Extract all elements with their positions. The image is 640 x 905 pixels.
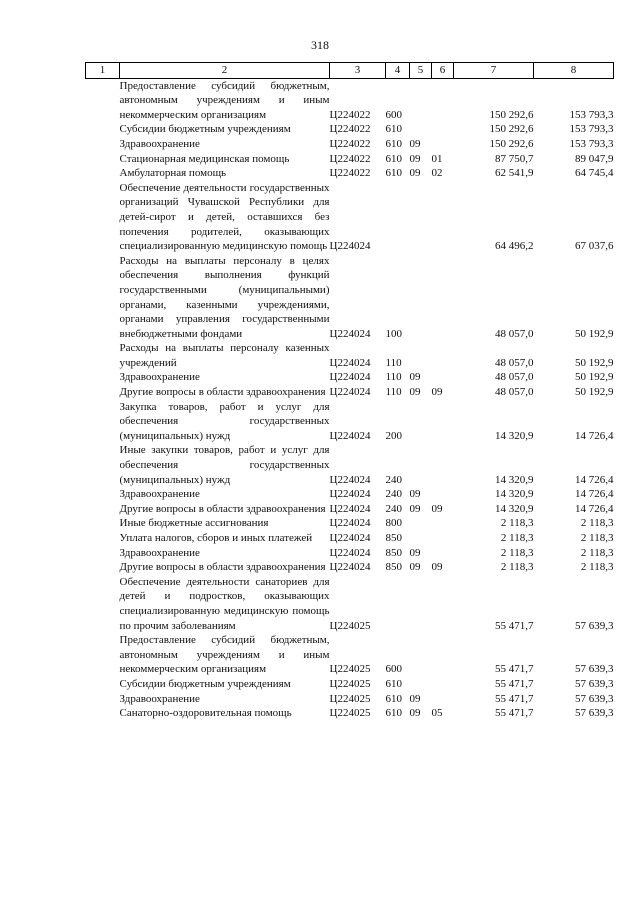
row-amount-year1: 14 320,9 <box>495 502 534 515</box>
row-amount-year2: 14 726,4 <box>575 502 614 515</box>
row-description: Амбулаторная помощь <box>119 167 227 180</box>
row-amount-year1: 48 057,0 <box>495 386 534 399</box>
row-subsection <box>432 341 454 370</box>
row-section <box>410 516 432 531</box>
row-subsection: 09 <box>431 386 443 399</box>
row-description: Уплата налогов, сборов и иных платежей <box>119 532 313 544</box>
row-amount-year1: 55 471,7 <box>495 692 534 705</box>
row-amount-year2: 153 793,3 <box>569 137 614 150</box>
row-expense-type: 610 <box>385 167 402 180</box>
row-amount-year2: 64 745,4 <box>575 167 614 180</box>
row-index-cell <box>86 677 120 692</box>
table-row <box>86 706 614 721</box>
row-section: 09 <box>409 707 421 720</box>
row-expense-type: 110 <box>385 386 402 399</box>
row-amount-year2: 14 726,4 <box>575 429 614 442</box>
row-section: 09 <box>409 502 421 515</box>
row-target-code: Ц224025 <box>329 663 371 676</box>
column-header: 2 <box>120 63 330 79</box>
row-section <box>410 575 432 633</box>
row-amount-year2: 57 639,3 <box>575 692 614 705</box>
row-amount-year1: 2 118,3 <box>500 546 534 559</box>
row-section <box>410 677 432 692</box>
row-subsection <box>432 122 454 137</box>
table-row <box>86 692 614 707</box>
table-row <box>86 385 614 400</box>
row-subsection <box>432 575 454 633</box>
row-expense-type: 610 <box>385 152 402 165</box>
table-row <box>86 575 614 633</box>
row-description: Предоставление субсидий бюджетным, автономным учреждениям и иным некоммерческим организациям <box>119 634 330 676</box>
row-index-cell <box>86 692 120 707</box>
row-target-code: Ц224024 <box>329 561 371 574</box>
row-amount-year2: 67 037,6 <box>575 240 614 253</box>
table-row <box>86 531 614 546</box>
row-section: 09 <box>409 371 421 384</box>
row-index-cell <box>86 122 120 137</box>
row-amount-year2: 57 639,3 <box>575 677 614 690</box>
row-amount-year1: 64 496,2 <box>495 240 534 253</box>
table-row <box>86 502 614 517</box>
row-description: Субсидии бюджетным учреждениям <box>119 677 291 690</box>
row-target-code: Ц224024 <box>329 488 371 501</box>
row-description: Здравоохранение <box>119 488 200 501</box>
row-amount-year2: 153 793,3 <box>569 123 614 136</box>
row-amount-year2: 2 118,3 <box>580 546 614 559</box>
row-expense-type: 850 <box>385 561 402 574</box>
row-description: Здравоохранение <box>119 137 200 150</box>
row-expense-type: 240 <box>385 473 402 486</box>
row-amount-year2: 57 639,3 <box>575 663 614 676</box>
table-row <box>86 546 614 561</box>
row-section <box>410 443 432 487</box>
row-section: 09 <box>409 692 421 705</box>
table-row <box>86 516 614 531</box>
budget-table <box>85 62 614 721</box>
row-section: 09 <box>409 152 421 165</box>
row-index-cell <box>86 487 120 502</box>
row-amount-year2: 14 726,4 <box>575 488 614 501</box>
column-header: 3 <box>330 63 386 79</box>
row-expense-type: 100 <box>385 327 402 340</box>
row-description: Субсидии бюджетным учреждениям <box>119 123 291 136</box>
row-subsection <box>432 370 454 385</box>
table-row <box>86 443 614 487</box>
row-expense-type: 610 <box>385 707 402 720</box>
row-subsection <box>432 443 454 487</box>
table-row <box>86 341 614 370</box>
row-target-code: Ц224024 <box>329 546 371 559</box>
table-row <box>86 370 614 385</box>
table-row <box>86 152 614 167</box>
table-row <box>86 400 614 444</box>
row-subsection <box>432 692 454 707</box>
row-amount-year1: 14 320,9 <box>495 488 534 501</box>
row-description: Обеспечение деятельности санаториев для детей и подростков, оказывающих специализированную медицинскую помощь по прочим заболеваниям <box>119 575 330 632</box>
row-amount-year1: 2 118,3 <box>500 517 534 530</box>
row-description: Расходы на выплаты персоналу в целях обеспечения выполнения функций государственными (муниципальными) органами, казенными учреждениями, органами управления государственными внебюджетными фондами <box>119 254 330 340</box>
table-row <box>86 166 614 181</box>
column-header: 7 <box>454 63 534 79</box>
row-subsection <box>432 487 454 502</box>
row-description: Обеспечение деятельности государственных организаций Чувашской Республики для детей-сирот и детей, оставшихся без попечения родителей, оказывающих специализированную медицинскую помощь <box>119 181 330 253</box>
row-section: 09 <box>409 386 421 399</box>
row-section <box>410 78 432 122</box>
row-subsection <box>432 137 454 152</box>
row-amount-year1: 14 320,9 <box>495 473 534 486</box>
row-subsection: 09 <box>431 561 443 574</box>
row-target-code: Ц224024 <box>329 473 371 486</box>
row-target-code: Ц224024 <box>329 371 371 384</box>
column-header: 5 <box>410 63 432 79</box>
row-expense-type: 850 <box>385 532 402 544</box>
row-section <box>410 341 432 370</box>
table-row <box>86 487 614 502</box>
row-index-cell <box>86 560 120 575</box>
row-expense-type: 600 <box>385 663 402 676</box>
row-expense-type <box>386 575 410 633</box>
row-amount-year2: 14 726,4 <box>575 473 614 486</box>
row-target-code: Ц224025 <box>329 692 371 705</box>
row-amount-year2: 57 639,3 <box>575 707 614 720</box>
row-amount-year2: 50 192,9 <box>575 327 614 340</box>
row-amount-year2: 2 118,3 <box>580 517 614 530</box>
row-expense-type: 610 <box>385 137 402 150</box>
row-subsection <box>432 400 454 444</box>
row-expense-type: 240 <box>385 502 402 515</box>
row-amount-year1: 62 541,9 <box>495 167 534 180</box>
row-subsection: 01 <box>431 152 443 165</box>
row-amount-year2: 50 192,9 <box>575 371 614 384</box>
row-amount-year1: 150 292,6 <box>489 108 534 121</box>
row-amount-year2: 2 118,3 <box>580 532 614 544</box>
row-expense-type: 610 <box>385 123 402 136</box>
row-target-code: Ц224025 <box>329 677 371 690</box>
row-section <box>410 181 432 254</box>
row-amount-year1: 48 057,0 <box>495 356 534 369</box>
row-subsection <box>432 516 454 531</box>
row-amount-year1: 55 471,7 <box>495 663 534 676</box>
row-description: Иные бюджетные ассигнования <box>119 517 269 530</box>
row-amount-year2: 2 118,3 <box>580 561 614 574</box>
row-amount-year1: 55 471,7 <box>495 677 534 690</box>
header-row <box>86 63 614 79</box>
row-target-code: Ц224024 <box>329 327 371 340</box>
table-row <box>86 560 614 575</box>
row-index-cell <box>86 341 120 370</box>
row-expense-type <box>386 181 410 254</box>
column-header: 1 <box>86 63 120 79</box>
row-amount-year2: 89 047,9 <box>575 152 614 165</box>
page-number: 318 <box>311 38 329 52</box>
row-index-cell <box>86 502 120 517</box>
row-index-cell <box>86 443 120 487</box>
row-subsection: 09 <box>431 502 443 515</box>
row-section: 09 <box>409 561 421 574</box>
row-section: 09 <box>409 488 421 501</box>
row-target-code: Ц224022 <box>329 137 371 150</box>
row-index-cell <box>86 706 120 721</box>
row-amount-year1: 2 118,3 <box>500 532 534 544</box>
row-index-cell <box>86 575 120 633</box>
column-header: 4 <box>386 63 410 79</box>
row-subsection <box>432 254 454 342</box>
table-body <box>86 78 614 721</box>
row-index-cell <box>86 166 120 181</box>
row-description: Стационарная медицинская помощь <box>119 152 290 165</box>
row-expense-type: 610 <box>385 677 402 690</box>
row-amount-year1: 55 471,7 <box>495 707 534 720</box>
row-target-code: Ц224025 <box>329 619 371 632</box>
table-row <box>86 78 614 122</box>
table-row <box>86 254 614 342</box>
row-index-cell <box>86 254 120 342</box>
row-amount-year1: 2 118,3 <box>500 561 534 574</box>
row-expense-type: 610 <box>385 692 402 705</box>
row-expense-type: 850 <box>385 546 402 559</box>
row-subsection <box>432 633 454 677</box>
row-section <box>410 254 432 342</box>
row-index-cell <box>86 516 120 531</box>
row-amount-year1: 150 292,6 <box>489 123 534 136</box>
row-index-cell <box>86 78 120 122</box>
row-subsection <box>432 531 454 546</box>
row-index-cell <box>86 633 120 677</box>
row-index-cell <box>86 531 120 546</box>
row-target-code: Ц224024 <box>329 429 371 442</box>
row-section <box>410 400 432 444</box>
row-section <box>410 531 432 546</box>
row-description: Расходы на выплаты персоналу казенных учреждений <box>119 342 330 369</box>
row-target-code: Ц224025 <box>329 707 371 720</box>
row-amount-year1: 48 057,0 <box>495 371 534 384</box>
row-target-code: Ц224024 <box>329 356 371 369</box>
row-index-cell <box>86 137 120 152</box>
row-subsection: 02 <box>431 167 443 180</box>
column-header: 8 <box>534 63 614 79</box>
row-target-code: Ц224024 <box>329 517 371 530</box>
row-description: Иные закупки товаров, работ и услуг для обеспечения государственных (муниципальных) нужд <box>119 444 330 486</box>
row-description: Закупка товаров, работ и услуг для обеспечения государственных (муниципальных) нужд <box>119 400 330 442</box>
row-section: 09 <box>409 546 421 559</box>
row-expense-type: 200 <box>385 429 402 442</box>
row-amount-year2: 50 192,9 <box>575 386 614 399</box>
row-amount-year2: 153 793,3 <box>569 108 614 121</box>
row-section: 09 <box>409 137 421 150</box>
row-index-cell <box>86 152 120 167</box>
row-index-cell <box>86 546 120 561</box>
row-section: 09 <box>409 167 421 180</box>
column-header: 6 <box>432 63 454 79</box>
row-amount-year2: 57 639,3 <box>575 619 614 632</box>
row-expense-type: 800 <box>385 517 402 530</box>
row-description: Предоставление субсидий бюджетным, автономным учреждениям и иным некоммерческим организациям <box>119 79 330 121</box>
row-description: Другие вопросы в области здравоохранения <box>119 386 326 399</box>
row-description: Здравоохранение <box>119 692 200 705</box>
row-amount-year2: 50 192,9 <box>575 356 614 369</box>
table-row <box>86 677 614 692</box>
row-target-code: Ц224022 <box>329 167 371 180</box>
row-index-cell <box>86 370 120 385</box>
row-target-code: Ц224024 <box>329 240 371 253</box>
row-expense-type: 110 <box>385 371 402 384</box>
table-row <box>86 633 614 677</box>
row-target-code: Ц224022 <box>329 152 371 165</box>
row-section <box>410 633 432 677</box>
row-section <box>410 122 432 137</box>
row-description: Здравоохранение <box>119 371 200 384</box>
row-expense-type: 240 <box>385 488 402 501</box>
row-description: Другие вопросы в области здравоохранения <box>119 561 326 574</box>
row-expense-type: 110 <box>385 356 402 369</box>
row-subsection <box>432 677 454 692</box>
row-subsection <box>432 78 454 122</box>
row-description: Здравоохранение <box>119 546 200 559</box>
row-subsection <box>432 181 454 254</box>
row-expense-type: 600 <box>385 108 402 121</box>
row-amount-year1: 150 292,6 <box>489 137 534 150</box>
row-target-code: Ц224022 <box>329 123 371 136</box>
row-target-code: Ц224022 <box>329 108 371 121</box>
row-index-cell <box>86 385 120 400</box>
row-amount-year1: 87 750,7 <box>495 152 534 165</box>
table-row <box>86 122 614 137</box>
row-amount-year1: 48 057,0 <box>495 327 534 340</box>
table-row <box>86 137 614 152</box>
row-subsection <box>432 546 454 561</box>
row-amount-year1: 14 320,9 <box>495 429 534 442</box>
row-index-cell <box>86 400 120 444</box>
row-target-code: Ц224024 <box>329 532 371 544</box>
table-row <box>86 181 614 254</box>
row-amount-year1: 55 471,7 <box>495 619 534 632</box>
row-description: Санаторно-оздоровительная помощь <box>119 707 292 720</box>
row-index-cell <box>86 181 120 254</box>
row-description: Другие вопросы в области здравоохранения <box>119 502 326 515</box>
row-target-code: Ц224024 <box>329 386 371 399</box>
row-target-code: Ц224024 <box>329 502 371 515</box>
row-subsection: 05 <box>431 707 443 720</box>
